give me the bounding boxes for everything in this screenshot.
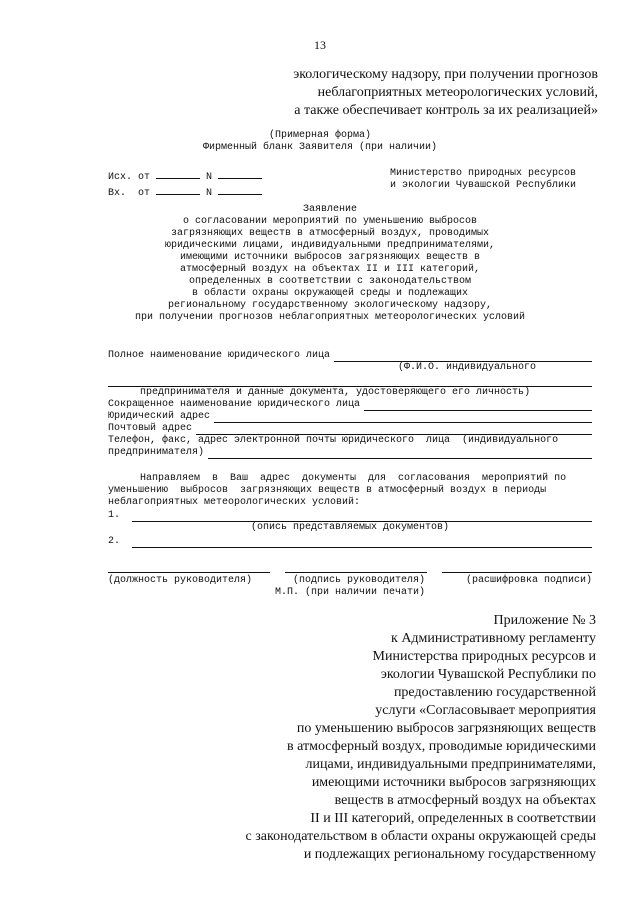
transcript-caption: (расшифровка подписи) xyxy=(465,575,592,586)
subject-line: юридическими лицами, индивидуальными предпринимателями, xyxy=(164,240,496,251)
signature-lines xyxy=(108,560,592,573)
appendix-line: в атмосферный воздух, проводимые юридическими xyxy=(287,739,596,754)
subject-line: загрязняющих веществ в атмосферный воздух, проводимых xyxy=(170,228,490,239)
page-number: 13 xyxy=(314,38,326,52)
subject-line: имеющими источники выбросов загрязняющих веществ в xyxy=(179,252,481,263)
appendix-line: имеющими источники выбросов загрязняющих xyxy=(311,775,596,790)
appendix-line: Министерства природных ресурсов и xyxy=(372,649,596,664)
subject-line: о согласовании мероприятий по уменьшению выбросов xyxy=(182,216,478,227)
text-line: а также обеспечивает контроль за их реализацией» xyxy=(294,103,598,118)
top-paragraph xyxy=(178,66,598,120)
number-label: N xyxy=(206,188,213,199)
text-line: экологическому надзору, при получении прогнозов xyxy=(293,67,598,82)
applicant-fields xyxy=(108,350,592,459)
recipient-line: и экологии Чувашской Республики xyxy=(390,180,577,191)
appendix-line: экологии Чувашской Республики по xyxy=(380,667,596,682)
subject-line: определенных в соответствии с законодательством xyxy=(188,276,472,287)
short-name-row xyxy=(108,399,592,411)
text-line: неблагоприятных метеорологических условий, xyxy=(317,85,598,100)
subject-line: при получении прогнозов неблагоприятных метеорологических условий xyxy=(134,312,526,323)
incoming-ref xyxy=(108,184,262,200)
contacts-field[interactable] xyxy=(208,448,592,459)
appendix-line: Приложение № 3 xyxy=(493,613,596,628)
signature-captions xyxy=(108,575,592,587)
subject-line: региональному государственному экологическому надзору, xyxy=(167,300,493,311)
appendix-header xyxy=(156,612,596,864)
document-2-field[interactable] xyxy=(132,537,592,548)
signature-field[interactable] xyxy=(285,560,427,573)
position-caption: (должность руководителя) xyxy=(108,575,253,586)
number-label: N xyxy=(206,172,213,183)
appendix-line: II и III категорий, определенных в соответствии xyxy=(310,811,596,826)
paragraph-line: неблагоприятных метеорологических условий: xyxy=(108,497,361,508)
legal-address-label: Юридический адрес xyxy=(108,411,211,422)
incoming-date-field[interactable] xyxy=(156,184,200,195)
form-header xyxy=(0,130,640,154)
full-name-label: Полное наименование юридического лица xyxy=(108,350,331,361)
document-1-field[interactable] xyxy=(132,511,592,522)
outgoing-date-field[interactable] xyxy=(156,168,200,179)
paragraph-line: Направляем в Ваш адрес документы для согласования мероприятий по xyxy=(140,473,567,484)
signature-caption: (подпись руководителя) xyxy=(292,575,426,586)
item-number: 1. xyxy=(108,510,121,521)
recipient-line: Министерство природных ресурсов xyxy=(390,168,577,179)
short-name-label: Сокращенное наименование юридического лица xyxy=(108,399,361,410)
body-paragraph xyxy=(108,473,592,509)
appendix-line: лицами, индивидуальными предпринимателями, xyxy=(305,757,596,772)
appendix-line: к Административному регламенту xyxy=(391,631,596,646)
subject-line: в области охраны окружающей среды и подлежащих xyxy=(191,288,469,299)
sample-form-label: (Примерная форма) xyxy=(268,130,372,141)
appendix-line: услуги «Согласовывает мероприятия xyxy=(375,703,596,718)
contacts-label: Телефон, факс, адрес электронной почты юридического лица (индивидуального xyxy=(108,435,559,446)
full-name-field[interactable] xyxy=(334,351,592,362)
postal-address-field[interactable] xyxy=(196,424,592,435)
recipient xyxy=(390,168,600,192)
transcript-field[interactable] xyxy=(442,560,592,573)
document-item-2 xyxy=(108,536,592,548)
contacts-row xyxy=(108,447,592,459)
incoming-number-field[interactable] xyxy=(218,184,262,195)
short-name-field[interactable] xyxy=(364,400,592,411)
stamp-caption: М.П. (при наличии печати) xyxy=(274,587,426,598)
appendix-line: и подлежащих региональному государственному xyxy=(303,847,596,862)
outgoing-number-field[interactable] xyxy=(218,168,262,179)
appendix-line: предоставлению государственной xyxy=(393,685,596,700)
fio-hint: (Ф.И.О. индивидуального xyxy=(398,362,537,373)
appendix-line: по уменьшению выбросов загрязняющих веществ xyxy=(296,721,596,736)
fio-hint-continued: предпринимателя и данные документа, удостоверяющего его личность) xyxy=(140,387,531,398)
documents-list xyxy=(108,510,592,548)
documents-hint: (опись представляемых документов) xyxy=(250,522,450,533)
outgoing-label: Исх. от xyxy=(108,172,151,183)
full-name-row xyxy=(108,350,592,362)
incoming-label: Вх. от xyxy=(108,188,151,199)
appendix-line: веществ в атмосферный воздух на объектах xyxy=(334,793,596,808)
outgoing-ref xyxy=(108,168,262,184)
legal-address-row xyxy=(108,411,592,423)
subject-line: атмосферный воздух на объектах II и III категорий, xyxy=(179,264,481,275)
signature-block xyxy=(108,560,592,599)
paragraph-line: уменьшению выбросов загрязняющих веществ в атмосферный воздух в периоды xyxy=(108,485,547,496)
application-title: Заявление xyxy=(302,204,357,215)
application-title-block xyxy=(100,204,560,324)
reference-numbers xyxy=(108,168,262,200)
position-field[interactable] xyxy=(108,560,270,573)
postal-address-row xyxy=(108,423,592,435)
legal-address-field[interactable] xyxy=(214,412,592,423)
contacts-label-continued: предпринимателя) xyxy=(108,447,205,458)
entrepreneur-field[interactable] xyxy=(108,376,592,387)
postal-address-label: Почтовый адрес xyxy=(108,423,193,434)
letterhead-label: Фирменный бланк Заявителя (при наличии) xyxy=(202,142,438,153)
document-item-1 xyxy=(108,510,592,522)
appendix-line: с законодательством в области охраны окружающей среды xyxy=(245,829,596,844)
item-number: 2. xyxy=(108,536,121,547)
